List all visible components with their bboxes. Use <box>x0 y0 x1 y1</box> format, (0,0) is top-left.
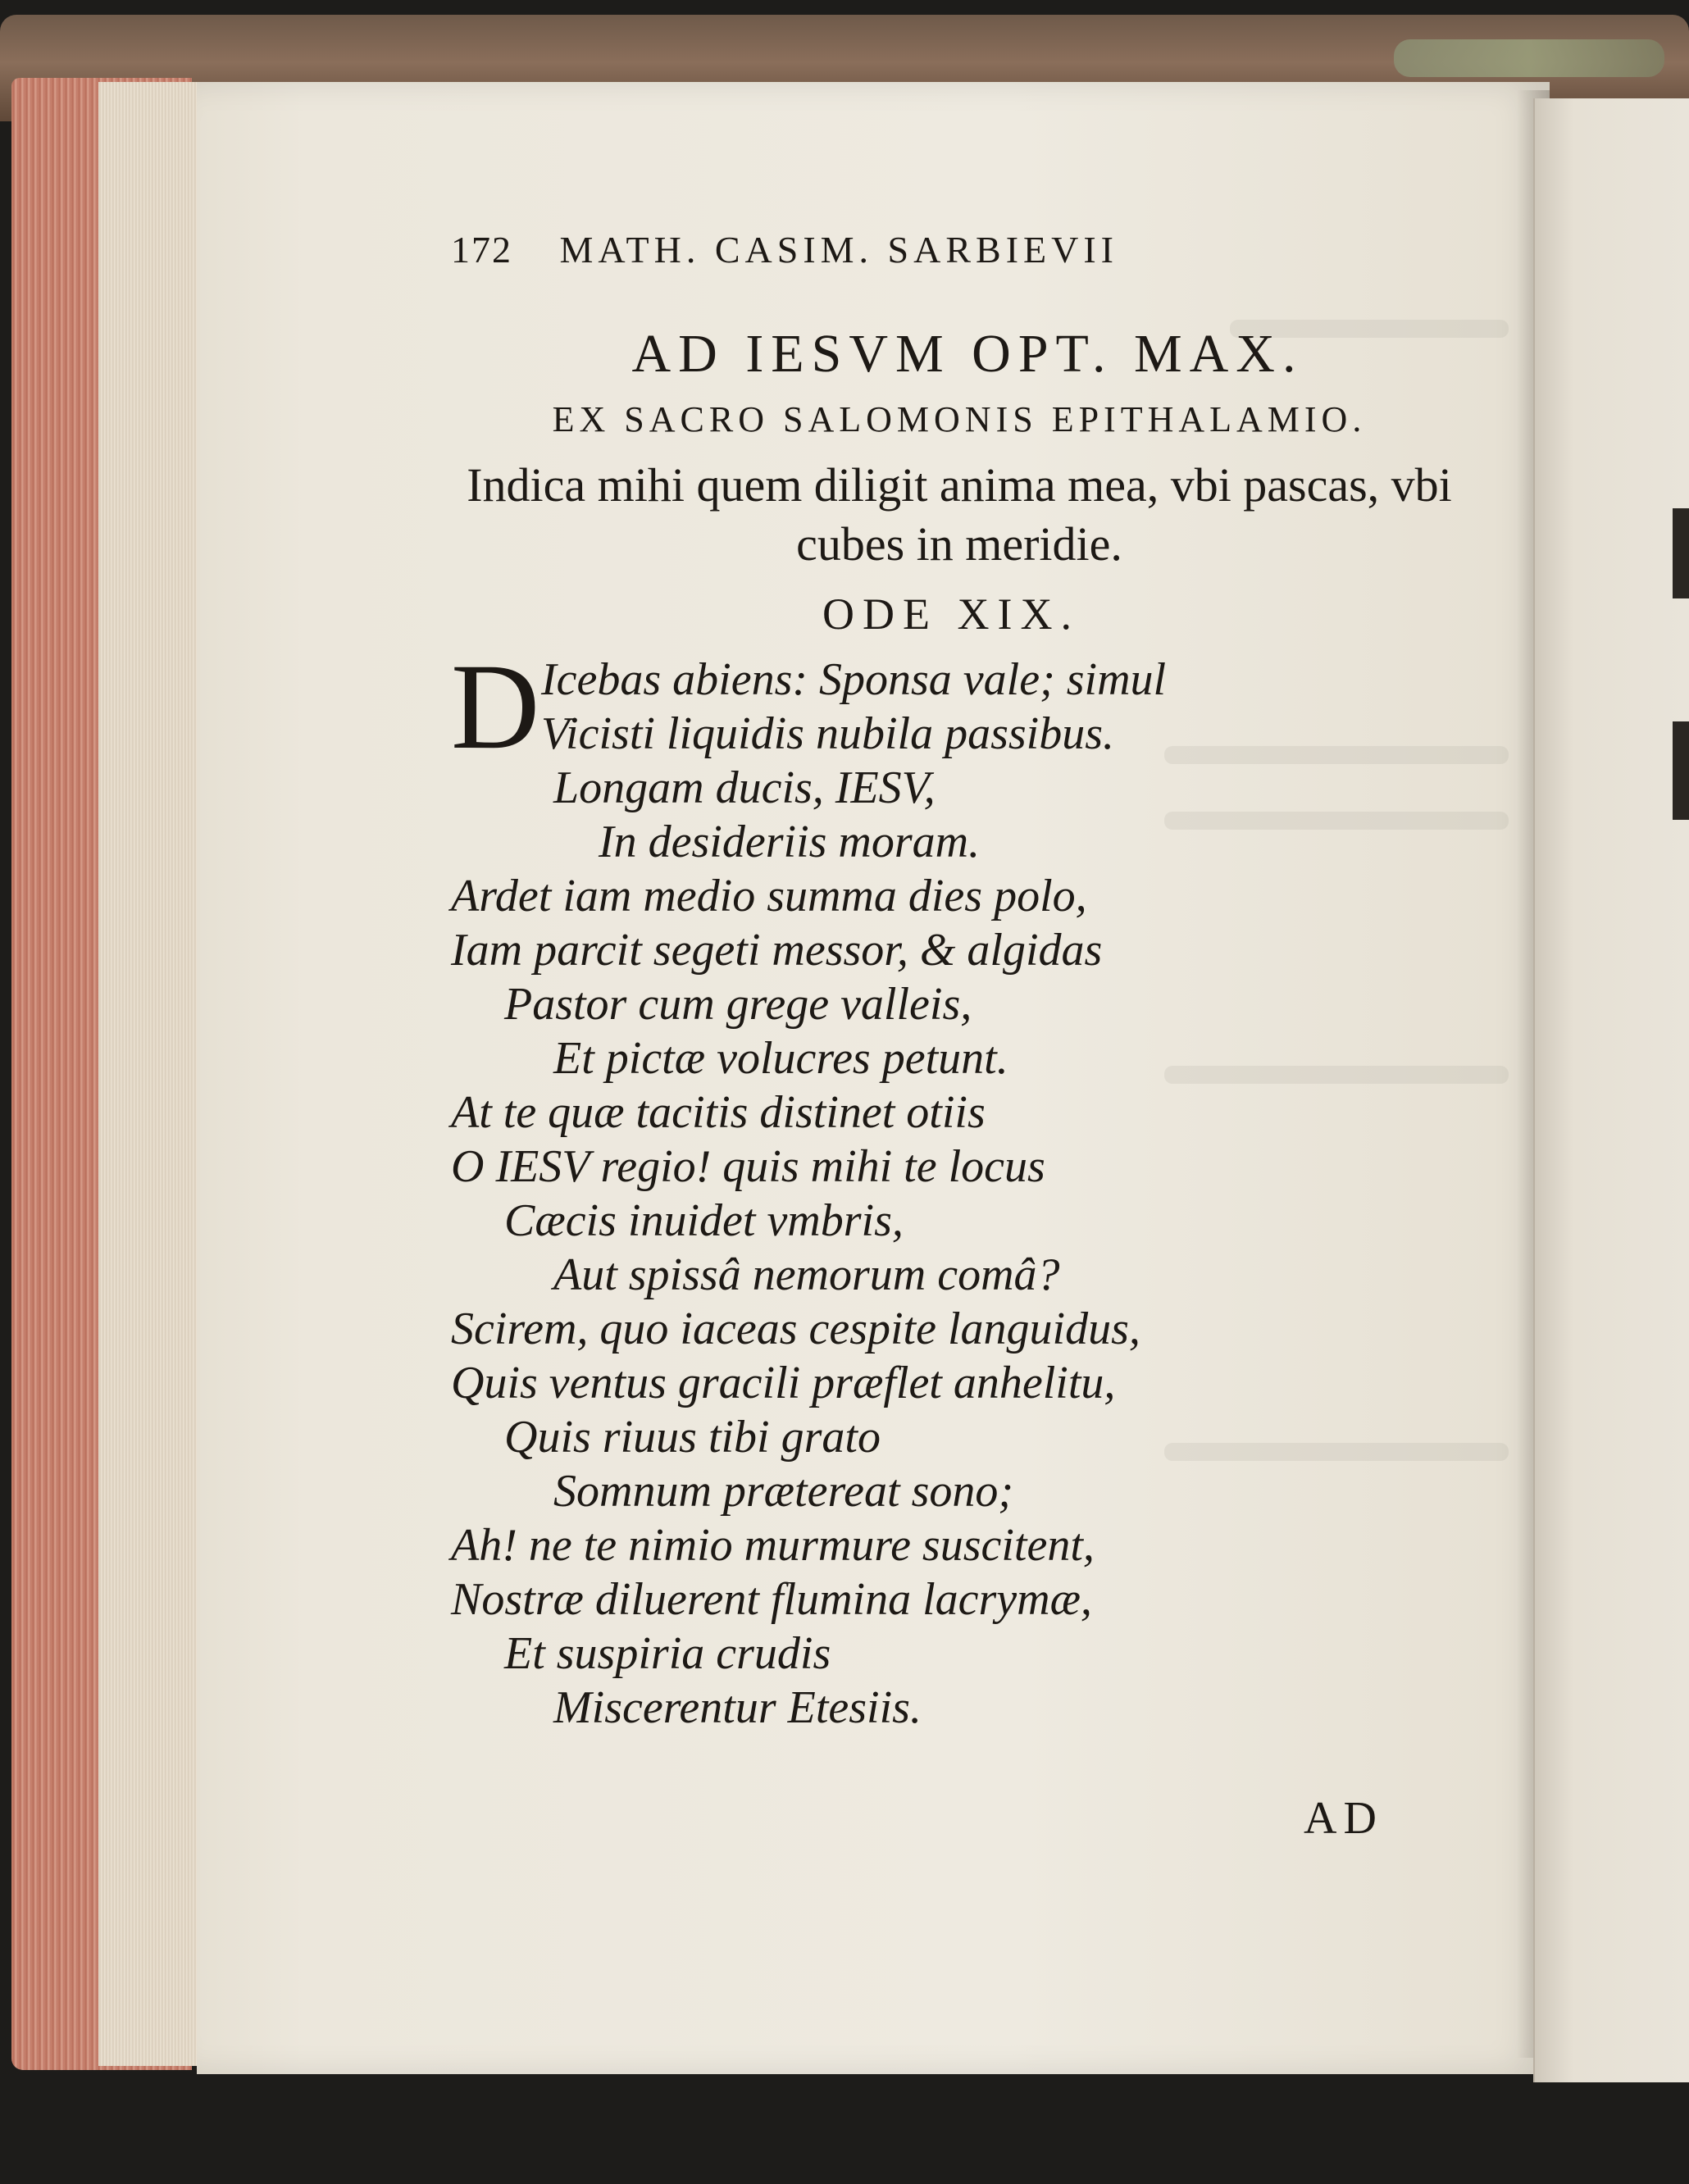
facing-page <box>1533 98 1689 2082</box>
poem-line: At te quæ tacitis distinet otiis <box>451 1087 986 1138</box>
facing-page-letter-fragment <box>1673 721 1689 820</box>
cover-wear-patch <box>1394 39 1664 77</box>
ode-subtitle: EX SACRO SALOMONIS EPITHALAMIO. <box>552 399 1367 439</box>
poem-line: Ah! ne te nimio murmure suscitent, <box>451 1520 1095 1571</box>
poem-line: Miscerentur Etesiis. <box>553 1682 922 1733</box>
poem-line: Pastor cum grege valleis, <box>504 979 972 1030</box>
poem-line: Somnum prætereat sono; <box>553 1466 1014 1517</box>
running-head-author: MATH. CASIM. SARBIEVII <box>559 229 1118 271</box>
poem-line: Scirem, quo iaceas cespite languidus, <box>451 1304 1140 1354</box>
poem-line: O IESV regio! quis mihi te locus <box>451 1141 1045 1192</box>
page-number: 172 <box>451 229 512 271</box>
epigraph: Indica mihi quem diligit anima mea, vbi pascas, vbi cubes in meridie. <box>467 458 1452 571</box>
poem-line: Et pictæ volucres petunt. <box>553 1033 1008 1084</box>
poem-line: Longam ducis, IESV, <box>553 762 936 813</box>
poem-line: Cæcis inuidet vmbris, <box>504 1195 904 1246</box>
poem-line: Aut spissâ nemorum comâ? <box>553 1249 1060 1300</box>
poem-line: Vicisti liquidis nubila passibus. <box>541 708 1115 759</box>
ode-number: ODE XIX. <box>822 589 1080 639</box>
page-edges-stack <box>98 82 213 2066</box>
running-head <box>451 228 1394 285</box>
poem-line: Quis riuus tibi grato <box>504 1412 881 1463</box>
poem-line: In desideriis moram. <box>599 817 981 867</box>
poem-line: Icebas abiens: Sponsa vale; simul <box>541 654 1167 705</box>
poem-body <box>451 653 1435 1735</box>
poem-line: Nostræ diluerent flumina lacrymæ, <box>451 1574 1092 1625</box>
poem-line: Ardet iam medio summa dies polo, <box>451 871 1087 921</box>
drop-cap: D <box>451 639 540 775</box>
poem-line: Iam parcit segeti messor, & algidas <box>451 925 1103 976</box>
facing-page-letter-fragment <box>1673 508 1689 598</box>
poem-line: Et suspiria crudis <box>504 1628 831 1679</box>
poem-line: Quis ventus gracili præflet anhelitu, <box>451 1358 1116 1408</box>
catchword: AD <box>1304 1793 1383 1844</box>
ode-title: AD IESVM OPT. MAX. <box>631 324 1304 384</box>
